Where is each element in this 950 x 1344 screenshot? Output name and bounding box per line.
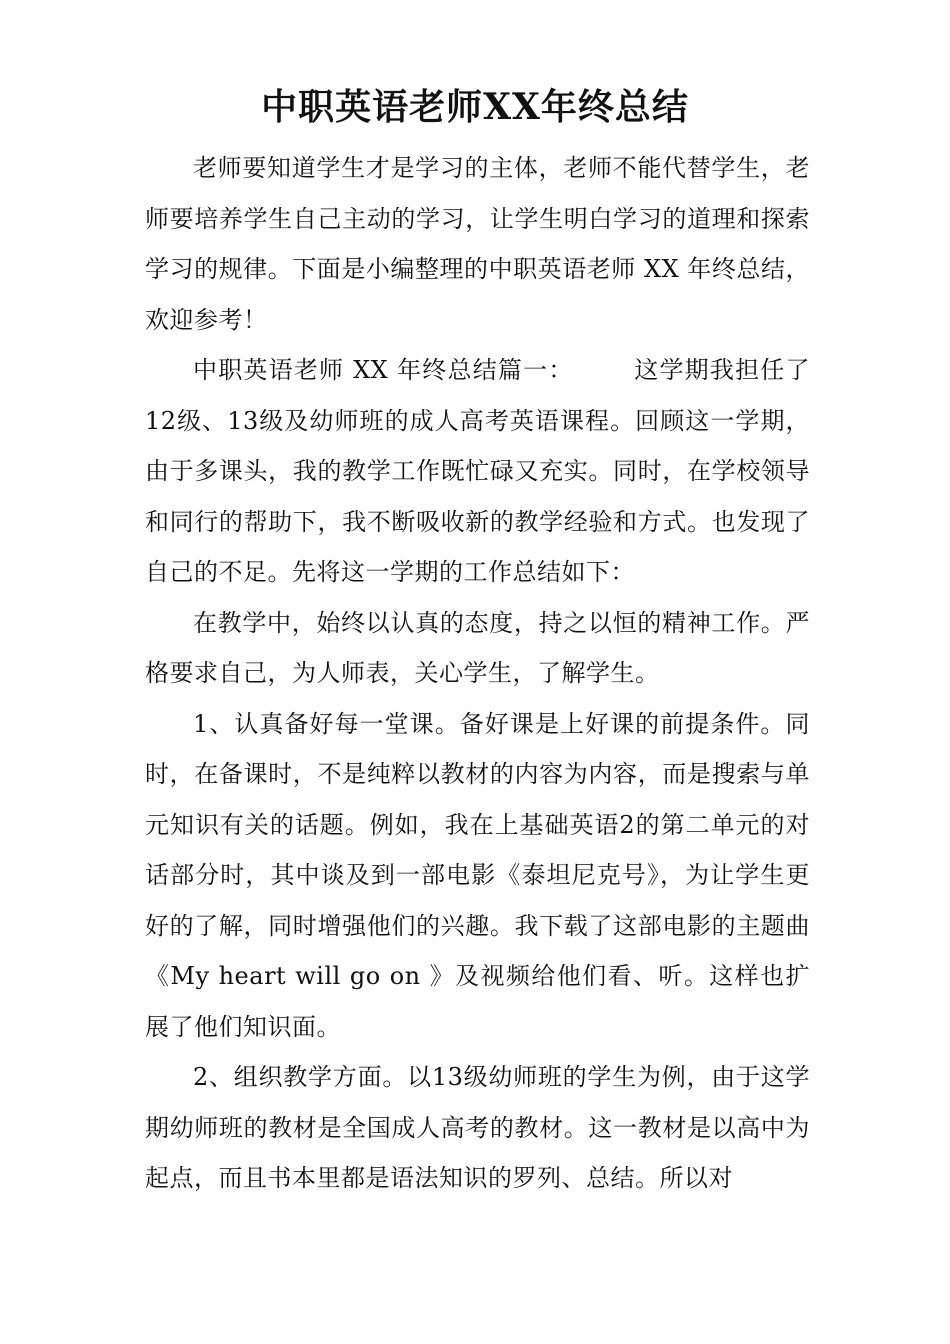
intro-paragraph: 老师要知道学生才是学习的主体，老师不能代替学生，老师要培养学生自己主动的学习，让学生明白学习的道理和探索学习的规律。下面是小编整理的中职英语老师 XX 年终总结，欢迎参考！ bbox=[145, 154, 810, 334]
section-intro-text: 这学期我担任了12级、13级及幼师班的成人高考英语课程。回顾这一学期，由于多课头，我的教学工作既忙碌又充实。同时，在学校领导和同行的帮助下，我不断吸收新的教学经验和方式。也发现了自己的不足。先将这一学期的工作总结如下： bbox=[145, 356, 810, 586]
section-heading: 中职英语老师 XX 年终总结篇一： bbox=[193, 356, 574, 384]
attitude-paragraph: 在教学中，始终以认真的态度，持之以恒的精神工作。严格要求自己，为人师表，关心学生，了解学生。 bbox=[145, 608, 810, 687]
lesson-prep-paragraph: 1、认真备好每一堂课。备好课是上好课的前提条件。同时，在备课时，不是纯粹以教材的内容为内容，而是搜索与单元知识有关的话题。例如，我在上基础英语2的第二单元的对话部分时，其中谈及到一部电影《泰坦尼克号》，为让学生更好的了解，同时增强他们的兴趣。我下载了这部电影的主题曲《My heart will go on 》及视频给他们看、听。这样也扩展了他们知识面。 bbox=[145, 709, 810, 1041]
teaching-organization-paragraph: 2、组织教学方面。以13级幼师班的学生为例，由于这学期幼师班的教材是全国成人高考的教材。这一教材是以高中为起点，而且书本里都是语法知识的罗列、总结。所以对 bbox=[145, 1063, 810, 1192]
section-paragraph bbox=[145, 345, 810, 598]
document-title: 中职英语老师XX年终总结 bbox=[261, 86, 689, 128]
document-body bbox=[145, 143, 810, 1204]
